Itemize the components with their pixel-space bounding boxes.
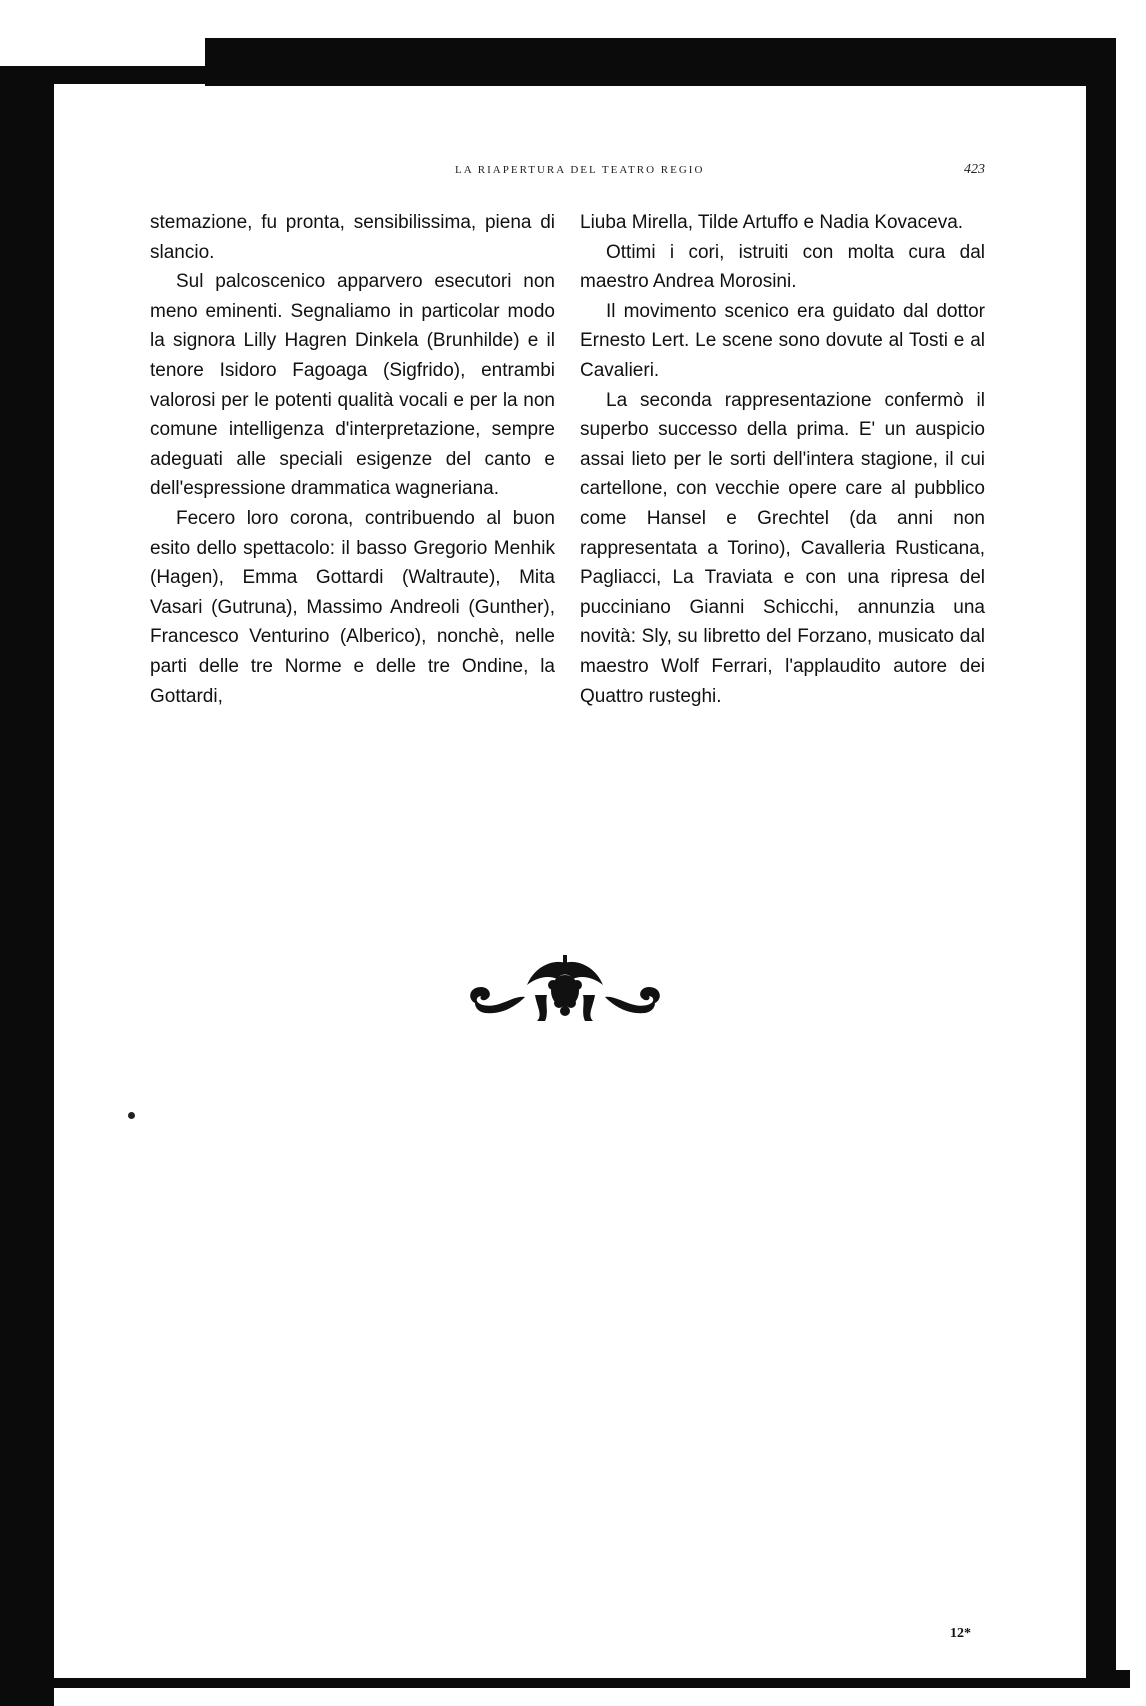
left-paragraph-1: stemazione, fu pronta, sensibilissima, piena di slancio. (150, 212, 555, 263)
right-column (580, 208, 985, 711)
scan-speck (128, 1112, 135, 1119)
left-paragraph-2: Sul palcoscenico apparvero esecutori non meno eminenti. Segnaliamo in particolar modo la signora Lilly Hagren Dinkela (Brunhilde) e il tenore Isidoro Fagoaga (Sigfrido), entrambi valorosi per le potenti qualità vocali e per la non comune intelligenza d'interpretazione, sempre adeguati alle speciali esigenze del canto e dell'espressione drammatica wagneriana. (150, 271, 555, 500)
page-number: 423 (964, 162, 985, 177)
left-paragraph-3: Fecero loro corona, contribuendo al buon esito dello spettacolo: il basso Gregorio Menhik (Hagen), Emma Gottardi (Waltraute), Mita Vasari (Gutruna), Massimo Andreoli (Gunther), Francesco Venturino (Alberico), nonchè, nelle parti delle tre Norme e delle tre Ondine, la Gottardi, (150, 507, 555, 707)
signature-mark: 12* (950, 1626, 971, 1641)
left-column (150, 208, 555, 711)
running-head: LA RIAPERTURA DEL TEATRO REGIO (455, 164, 705, 176)
right-paragraph-2: Ottimi i cori, istruiti con molta cura dal maestro Andrea Morosini. (580, 241, 985, 293)
right-paragraph-3: Il movimento scenico era guidato dal dottor Ernesto Lert. Le scene sono dovute al Tosti e al Cavalieri. (580, 300, 985, 381)
scan-border-left (0, 70, 54, 1706)
page-header (145, 164, 985, 184)
scan-border-right (1086, 38, 1116, 1688)
scan-border-top (205, 38, 1115, 86)
ornament-icon (465, 955, 665, 1025)
right-paragraph-1: Liuba Mirella, Tilde Artuffo e Nadia Kovaceva. (580, 212, 964, 233)
right-paragraph-4: La seconda rappresentazione confermò il superbo successo della prima. E' un auspicio assai lieto per le sorti dell'intera stagione, il cui cartellone, con vecchie opere care al pubblico come Hansel e Grechtel (da anni non rappresentata a Torino), Cavalleria Rusticana, Pagliacci, La Traviata e con una ripresa del pucciniano Gianni Schicchi, annunzia una novità: Sly, su libretto del Forzano, musicato dal maestro Wolf Ferrari, l'applaudito autore dei Quattro rusteghi. (580, 389, 985, 707)
